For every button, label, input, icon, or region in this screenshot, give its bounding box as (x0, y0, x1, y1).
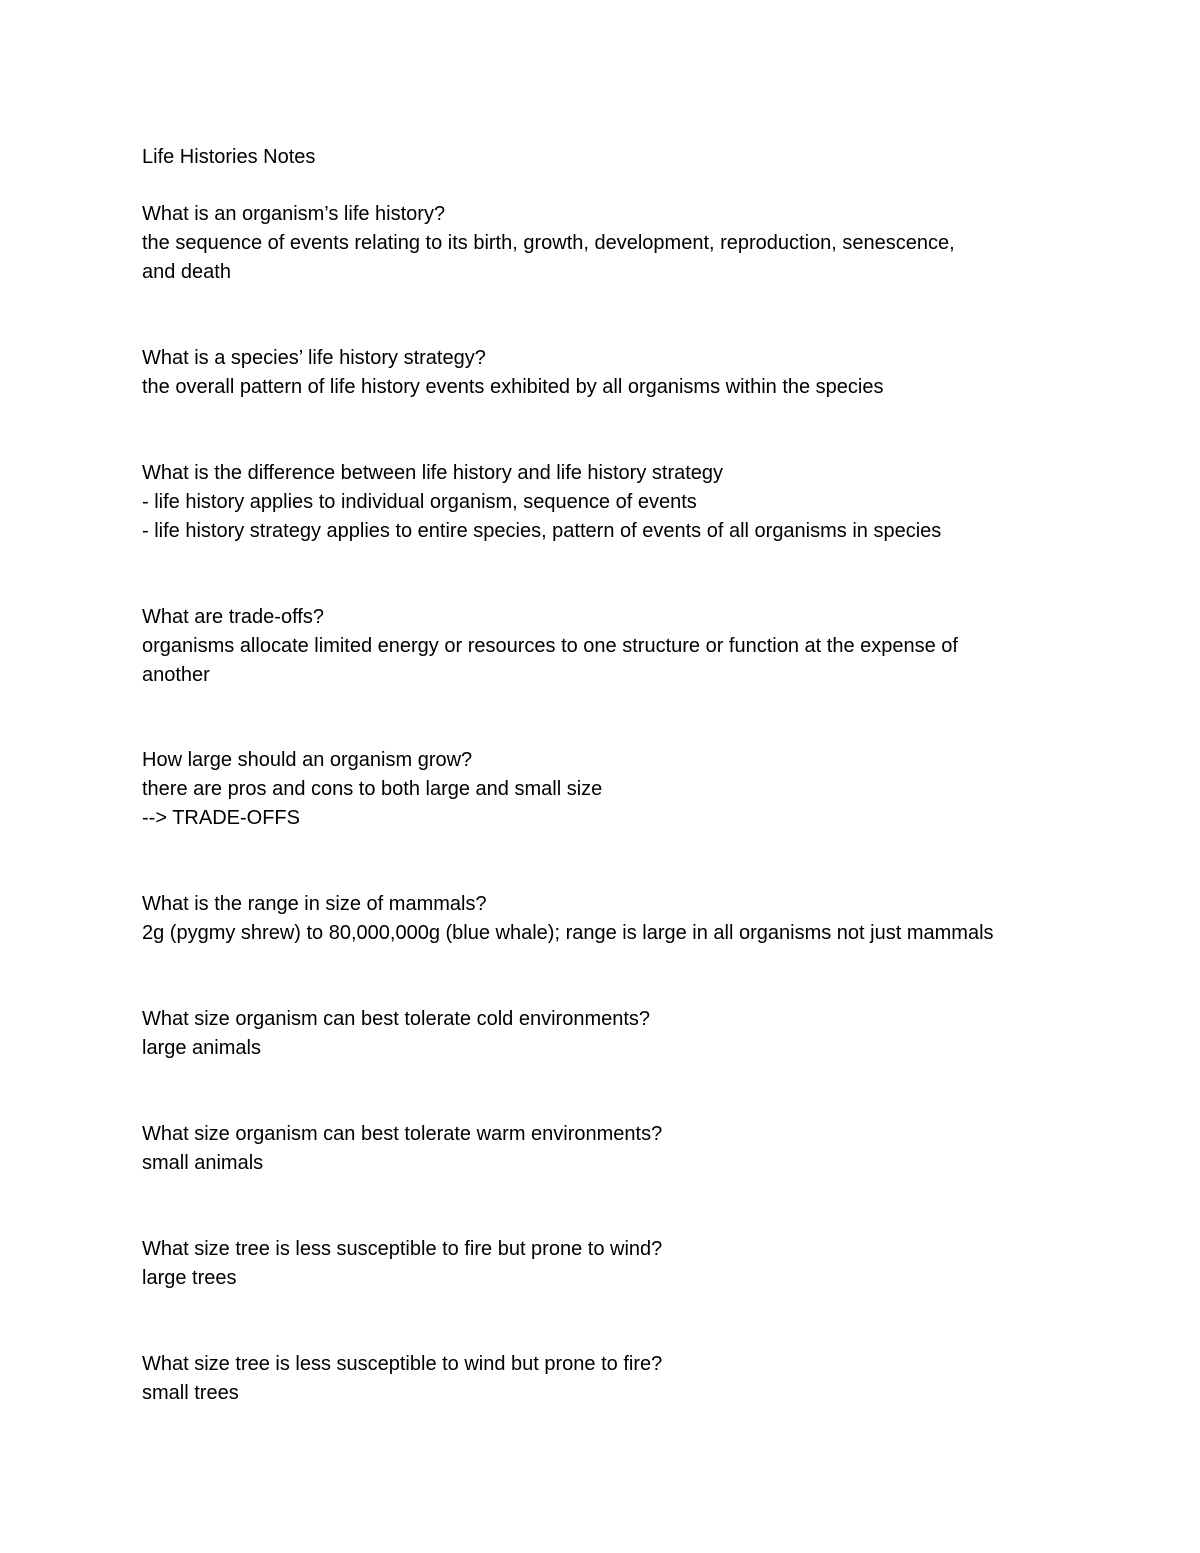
question-9: What size tree is less susceptible to fire but prone to wind? (142, 1238, 663, 1260)
answer-5-line-2: --> TRADE-OFFS (142, 807, 300, 829)
question-7: What size organism can best tolerate cold environments? (142, 1008, 651, 1030)
question-4: What are trade-offs? (142, 606, 324, 628)
question-10: What size tree is less susceptible to wind but prone to fire? (142, 1353, 663, 1375)
question-1: What is an organism’s life history? (142, 203, 446, 225)
question-6: What is the range in size of mammals? (142, 893, 487, 915)
answer-4-line-1: organisms allocate limited energy or resources to one structure or function at the expense of (142, 635, 958, 657)
answer-7-line-1: large animals (142, 1037, 261, 1059)
page-title: Life Histories Notes (142, 146, 316, 168)
answer-2-line-1: the overall pattern of life history events exhibited by all organisms within the species (142, 376, 884, 398)
answer-4-line-2: another (142, 664, 210, 686)
question-2: What is a species’ life history strategy? (142, 347, 486, 369)
answer-5-line-1: there are pros and cons to both large and small size (142, 778, 603, 800)
answer-8-line-1: small animals (142, 1152, 264, 1174)
answer-1-line-1: the sequence of events relating to its birth, growth, development, reproduction, senescence, (142, 232, 955, 254)
question-8: What size organism can best tolerate warm environments? (142, 1123, 663, 1145)
answer-3-line-1: - life history applies to individual organism, sequence of events (142, 491, 697, 513)
question-3: What is the difference between life history and life history strategy (142, 462, 724, 484)
answer-10-line-1: small trees (142, 1382, 239, 1404)
answer-3-line-2: - life history strategy applies to entire species, pattern of events of all organisms in species (142, 520, 942, 542)
answer-1-line-2: and death (142, 261, 231, 283)
answer-6-line-1: 2g (pygmy shrew) to 80,000,000g (blue whale); range is large in all organisms not just mammals (142, 922, 994, 944)
answer-9-line-1: large trees (142, 1267, 237, 1289)
question-5: How large should an organism grow? (142, 749, 473, 771)
